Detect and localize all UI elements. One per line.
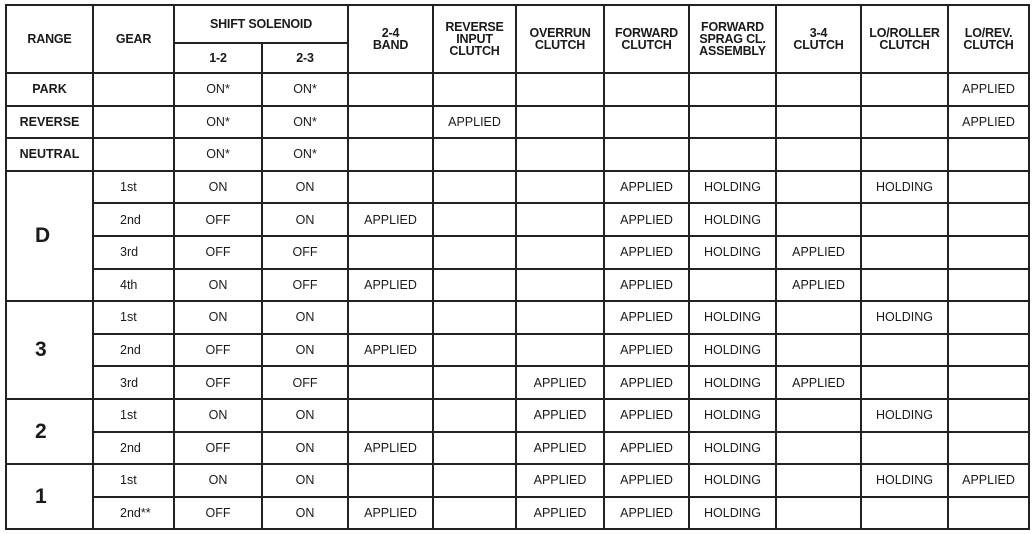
forward-sprag-cell <box>689 106 776 139</box>
sol-1-2-cell: ON* <box>174 138 262 171</box>
sol-2-3-cell: ON <box>262 464 348 497</box>
forward-clutch-cell: APPLIED <box>604 399 689 432</box>
lo-roller-clutch-cell <box>861 366 948 399</box>
gear-cell <box>93 73 174 106</box>
lo-rev-clutch-cell <box>948 203 1029 236</box>
forward-clutch-cell: APPLIED <box>604 497 689 530</box>
lo-rev-clutch-cell: APPLIED <box>948 73 1029 106</box>
gear-cell: 2nd <box>93 432 174 465</box>
table-row <box>6 73 1029 106</box>
lo-roller-clutch-cell: HOLDING <box>861 464 948 497</box>
forward-sprag-cell: HOLDING <box>689 432 776 465</box>
band-2-4-cell <box>348 236 433 269</box>
sol-2-3-cell: ON* <box>262 106 348 139</box>
clutch-3-4-cell <box>776 73 861 106</box>
header-gear: GEAR <box>93 5 174 73</box>
header-line: CLUTCH <box>534 38 586 52</box>
clutch-3-4-cell <box>776 171 861 204</box>
band-2-4-cell: APPLIED <box>348 432 433 465</box>
clutch-3-4-cell <box>776 106 861 139</box>
header-line: LO/ROLLER <box>869 26 940 40</box>
header-line: BAND <box>372 38 409 52</box>
sol-2-3-cell: ON* <box>262 73 348 106</box>
range-cell: D <box>6 171 93 301</box>
forward-clutch-cell: APPLIED <box>604 236 689 269</box>
lo-roller-clutch-cell: HOLDING <box>861 301 948 334</box>
range-cell: REVERSE <box>6 106 93 139</box>
reverse-input-clutch-cell <box>433 334 516 367</box>
forward-sprag-cell: HOLDING <box>689 203 776 236</box>
lo-roller-clutch-cell <box>861 203 948 236</box>
table-row <box>6 269 1029 302</box>
header-line: CLUTCH <box>963 38 1014 52</box>
header-overrun-clutch <box>516 5 604 73</box>
forward-sprag-cell: HOLDING <box>689 366 776 399</box>
sol-2-3-cell: OFF <box>262 236 348 269</box>
clutch-3-4-cell <box>776 138 861 171</box>
sol-2-3-cell: ON* <box>262 138 348 171</box>
sol-2-3-cell: ON <box>262 171 348 204</box>
range-cell: NEUTRAL <box>6 138 93 171</box>
reverse-input-clutch-cell <box>433 138 516 171</box>
gear-cell: 1st <box>93 399 174 432</box>
sol-2-3-cell: ON <box>262 203 348 236</box>
gear-cell: 3rd <box>93 366 174 399</box>
table-row <box>6 464 1029 497</box>
forward-clutch-cell: APPLIED <box>604 301 689 334</box>
band-2-4-cell <box>348 399 433 432</box>
gear-cell: 1st <box>93 171 174 204</box>
sol-1-2-cell: ON <box>174 464 262 497</box>
range-cell: 1 <box>6 464 93 529</box>
clutch-application-table <box>5 4 1030 530</box>
header-line: INPUT <box>456 32 493 46</box>
band-2-4-cell: APPLIED <box>348 203 433 236</box>
range-cell: PARK <box>6 73 93 106</box>
reverse-input-clutch-cell <box>433 497 516 530</box>
overrun-clutch-cell: APPLIED <box>516 399 604 432</box>
clutch-3-4-cell <box>776 203 861 236</box>
band-2-4-cell <box>348 301 433 334</box>
lo-rev-clutch-cell <box>948 236 1029 269</box>
forward-sprag-cell <box>689 138 776 171</box>
header-line: 2-4 <box>381 26 400 40</box>
sol-1-2-cell: OFF <box>174 366 262 399</box>
lo-roller-clutch-cell: HOLDING <box>861 171 948 204</box>
overrun-clutch-cell <box>516 171 604 204</box>
header-reverse-input-clutch <box>433 5 516 73</box>
overrun-clutch-cell: APPLIED <box>516 366 604 399</box>
sol-2-3-cell: ON <box>262 301 348 334</box>
sol-2-3-cell: OFF <box>262 366 348 399</box>
band-2-4-cell: APPLIED <box>348 269 433 302</box>
gear-cell: 2nd <box>93 334 174 367</box>
lo-roller-clutch-cell <box>861 269 948 302</box>
reverse-input-clutch-cell <box>433 203 516 236</box>
header-line: SPRAG CL. <box>699 32 766 46</box>
sol-1-2-cell: OFF <box>174 497 262 530</box>
overrun-clutch-cell <box>516 203 604 236</box>
sol-2-3-cell: ON <box>262 432 348 465</box>
header-line: 3-4 <box>809 26 828 40</box>
forward-clutch-cell: APPLIED <box>604 171 689 204</box>
forward-clutch-cell: APPLIED <box>604 366 689 399</box>
clutch-3-4-cell: APPLIED <box>776 236 861 269</box>
overrun-clutch-cell <box>516 236 604 269</box>
lo-roller-clutch-cell <box>861 236 948 269</box>
header-lo-roller-clutch <box>861 5 948 73</box>
header-shift-solenoid: SHIFT SOLENOID <box>174 5 348 43</box>
table-row <box>6 171 1029 204</box>
table-row <box>6 399 1029 432</box>
sol-1-2-cell: OFF <box>174 334 262 367</box>
gear-cell <box>93 138 174 171</box>
clutch-3-4-cell <box>776 432 861 465</box>
clutch-3-4-cell <box>776 334 861 367</box>
header-line: CLUTCH <box>621 38 672 52</box>
reverse-input-clutch-cell <box>433 301 516 334</box>
band-2-4-cell: APPLIED <box>348 497 433 530</box>
lo-rev-clutch-cell <box>948 171 1029 204</box>
forward-clutch-cell: APPLIED <box>604 432 689 465</box>
header-line: CLUTCH <box>449 44 500 58</box>
sol-1-2-cell: OFF <box>174 203 262 236</box>
reverse-input-clutch-cell <box>433 432 516 465</box>
overrun-clutch-cell <box>516 106 604 139</box>
clutch-3-4-cell <box>776 497 861 530</box>
header-3-4-clutch <box>776 5 861 73</box>
reverse-input-clutch-cell <box>433 464 516 497</box>
overrun-clutch-cell: APPLIED <box>516 432 604 465</box>
header-forward-sprag <box>689 5 776 73</box>
lo-rev-clutch-cell <box>948 138 1029 171</box>
forward-clutch-cell: APPLIED <box>604 334 689 367</box>
band-2-4-cell <box>348 73 433 106</box>
overrun-clutch-cell: APPLIED <box>516 497 604 530</box>
gear-cell: 2nd** <box>93 497 174 530</box>
header-forward-clutch <box>604 5 689 73</box>
reverse-input-clutch-cell <box>433 73 516 106</box>
band-2-4-cell: APPLIED <box>348 334 433 367</box>
header-line: CLUTCH <box>879 38 930 52</box>
header-solenoid-2-3: 2-3 <box>262 43 348 73</box>
table-row <box>6 138 1029 171</box>
sol-1-2-cell: ON <box>174 301 262 334</box>
sol-2-3-cell: ON <box>262 334 348 367</box>
table-row <box>6 366 1029 399</box>
range-cell: 2 <box>6 399 93 464</box>
forward-sprag-cell: HOLDING <box>689 301 776 334</box>
table-row <box>6 334 1029 367</box>
forward-clutch-cell: APPLIED <box>604 269 689 302</box>
lo-rev-clutch-cell <box>948 301 1029 334</box>
forward-clutch-cell: APPLIED <box>604 203 689 236</box>
band-2-4-cell <box>348 171 433 204</box>
lo-roller-clutch-cell <box>861 73 948 106</box>
table-row <box>6 301 1029 334</box>
gear-cell: 1st <box>93 464 174 497</box>
header-line: FORWARD <box>701 20 764 34</box>
gear-cell: 3rd <box>93 236 174 269</box>
overrun-clutch-cell <box>516 269 604 302</box>
sol-1-2-cell: ON* <box>174 106 262 139</box>
reverse-input-clutch-cell <box>433 399 516 432</box>
forward-clutch-cell <box>604 106 689 139</box>
sol-1-2-cell: OFF <box>174 432 262 465</box>
lo-roller-clutch-cell <box>861 138 948 171</box>
forward-sprag-cell: HOLDING <box>689 171 776 204</box>
lo-rev-clutch-cell <box>948 399 1029 432</box>
clutch-3-4-cell: APPLIED <box>776 269 861 302</box>
gear-cell: 4th <box>93 269 174 302</box>
band-2-4-cell <box>348 138 433 171</box>
header-line: CLUTCH <box>793 38 844 52</box>
forward-clutch-cell <box>604 138 689 171</box>
band-2-4-cell <box>348 464 433 497</box>
sol-1-2-cell: ON <box>174 269 262 302</box>
overrun-clutch-cell <box>516 301 604 334</box>
lo-rev-clutch-cell: APPLIED <box>948 464 1029 497</box>
reverse-input-clutch-cell <box>433 366 516 399</box>
lo-rev-clutch-cell <box>948 334 1029 367</box>
overrun-clutch-cell <box>516 334 604 367</box>
reverse-input-clutch-cell <box>433 171 516 204</box>
sol-1-2-cell: ON* <box>174 73 262 106</box>
table-row <box>6 432 1029 465</box>
forward-sprag-cell: HOLDING <box>689 334 776 367</box>
lo-roller-clutch-cell <box>861 106 948 139</box>
sol-1-2-cell: OFF <box>174 236 262 269</box>
header-2-4-band <box>348 5 433 73</box>
gear-cell: 2nd <box>93 203 174 236</box>
clutch-3-4-cell <box>776 464 861 497</box>
forward-sprag-cell: HOLDING <box>689 464 776 497</box>
forward-clutch-cell: APPLIED <box>604 464 689 497</box>
overrun-clutch-cell <box>516 138 604 171</box>
forward-sprag-cell <box>689 73 776 106</box>
lo-rev-clutch-cell: APPLIED <box>948 106 1029 139</box>
clutch-3-4-cell <box>776 301 861 334</box>
band-2-4-cell <box>348 106 433 139</box>
header-line: FORWARD <box>615 26 678 40</box>
table-row <box>6 203 1029 236</box>
header-line: REVERSE <box>445 20 504 34</box>
overrun-clutch-cell <box>516 73 604 106</box>
clutch-3-4-cell <box>776 399 861 432</box>
forward-sprag-cell: HOLDING <box>689 236 776 269</box>
lo-roller-clutch-cell <box>861 334 948 367</box>
table-body <box>6 73 1029 529</box>
lo-roller-clutch-cell <box>861 497 948 530</box>
sol-2-3-cell: OFF <box>262 269 348 302</box>
header-range: RANGE <box>6 5 93 73</box>
sol-1-2-cell: ON <box>174 171 262 204</box>
lo-rev-clutch-cell <box>948 497 1029 530</box>
forward-sprag-cell: HOLDING <box>689 497 776 530</box>
lo-rev-clutch-cell <box>948 366 1029 399</box>
sol-1-2-cell: ON <box>174 399 262 432</box>
header-line: OVERRUN <box>529 26 591 40</box>
gear-cell <box>93 106 174 139</box>
gear-cell: 1st <box>93 301 174 334</box>
reverse-input-clutch-cell <box>433 236 516 269</box>
reverse-input-clutch-cell <box>433 269 516 302</box>
lo-roller-clutch-cell: HOLDING <box>861 399 948 432</box>
table-row <box>6 236 1029 269</box>
range-cell: 3 <box>6 301 93 399</box>
clutch-3-4-cell: APPLIED <box>776 366 861 399</box>
forward-clutch-cell <box>604 73 689 106</box>
forward-sprag-cell <box>689 269 776 302</box>
table-row <box>6 497 1029 530</box>
overrun-clutch-cell: APPLIED <box>516 464 604 497</box>
forward-sprag-cell: HOLDING <box>689 399 776 432</box>
table-row <box>6 106 1029 139</box>
header-solenoid-1-2: 1-2 <box>174 43 262 73</box>
header-line: LO/REV. <box>964 26 1013 40</box>
reverse-input-clutch-cell: APPLIED <box>433 106 516 139</box>
sol-2-3-cell: ON <box>262 497 348 530</box>
lo-roller-clutch-cell <box>861 432 948 465</box>
header-line: ASSEMBLY <box>699 44 766 58</box>
header-lo-rev-clutch <box>948 5 1029 73</box>
sol-2-3-cell: ON <box>262 399 348 432</box>
lo-rev-clutch-cell <box>948 269 1029 302</box>
band-2-4-cell <box>348 366 433 399</box>
lo-rev-clutch-cell <box>948 432 1029 465</box>
